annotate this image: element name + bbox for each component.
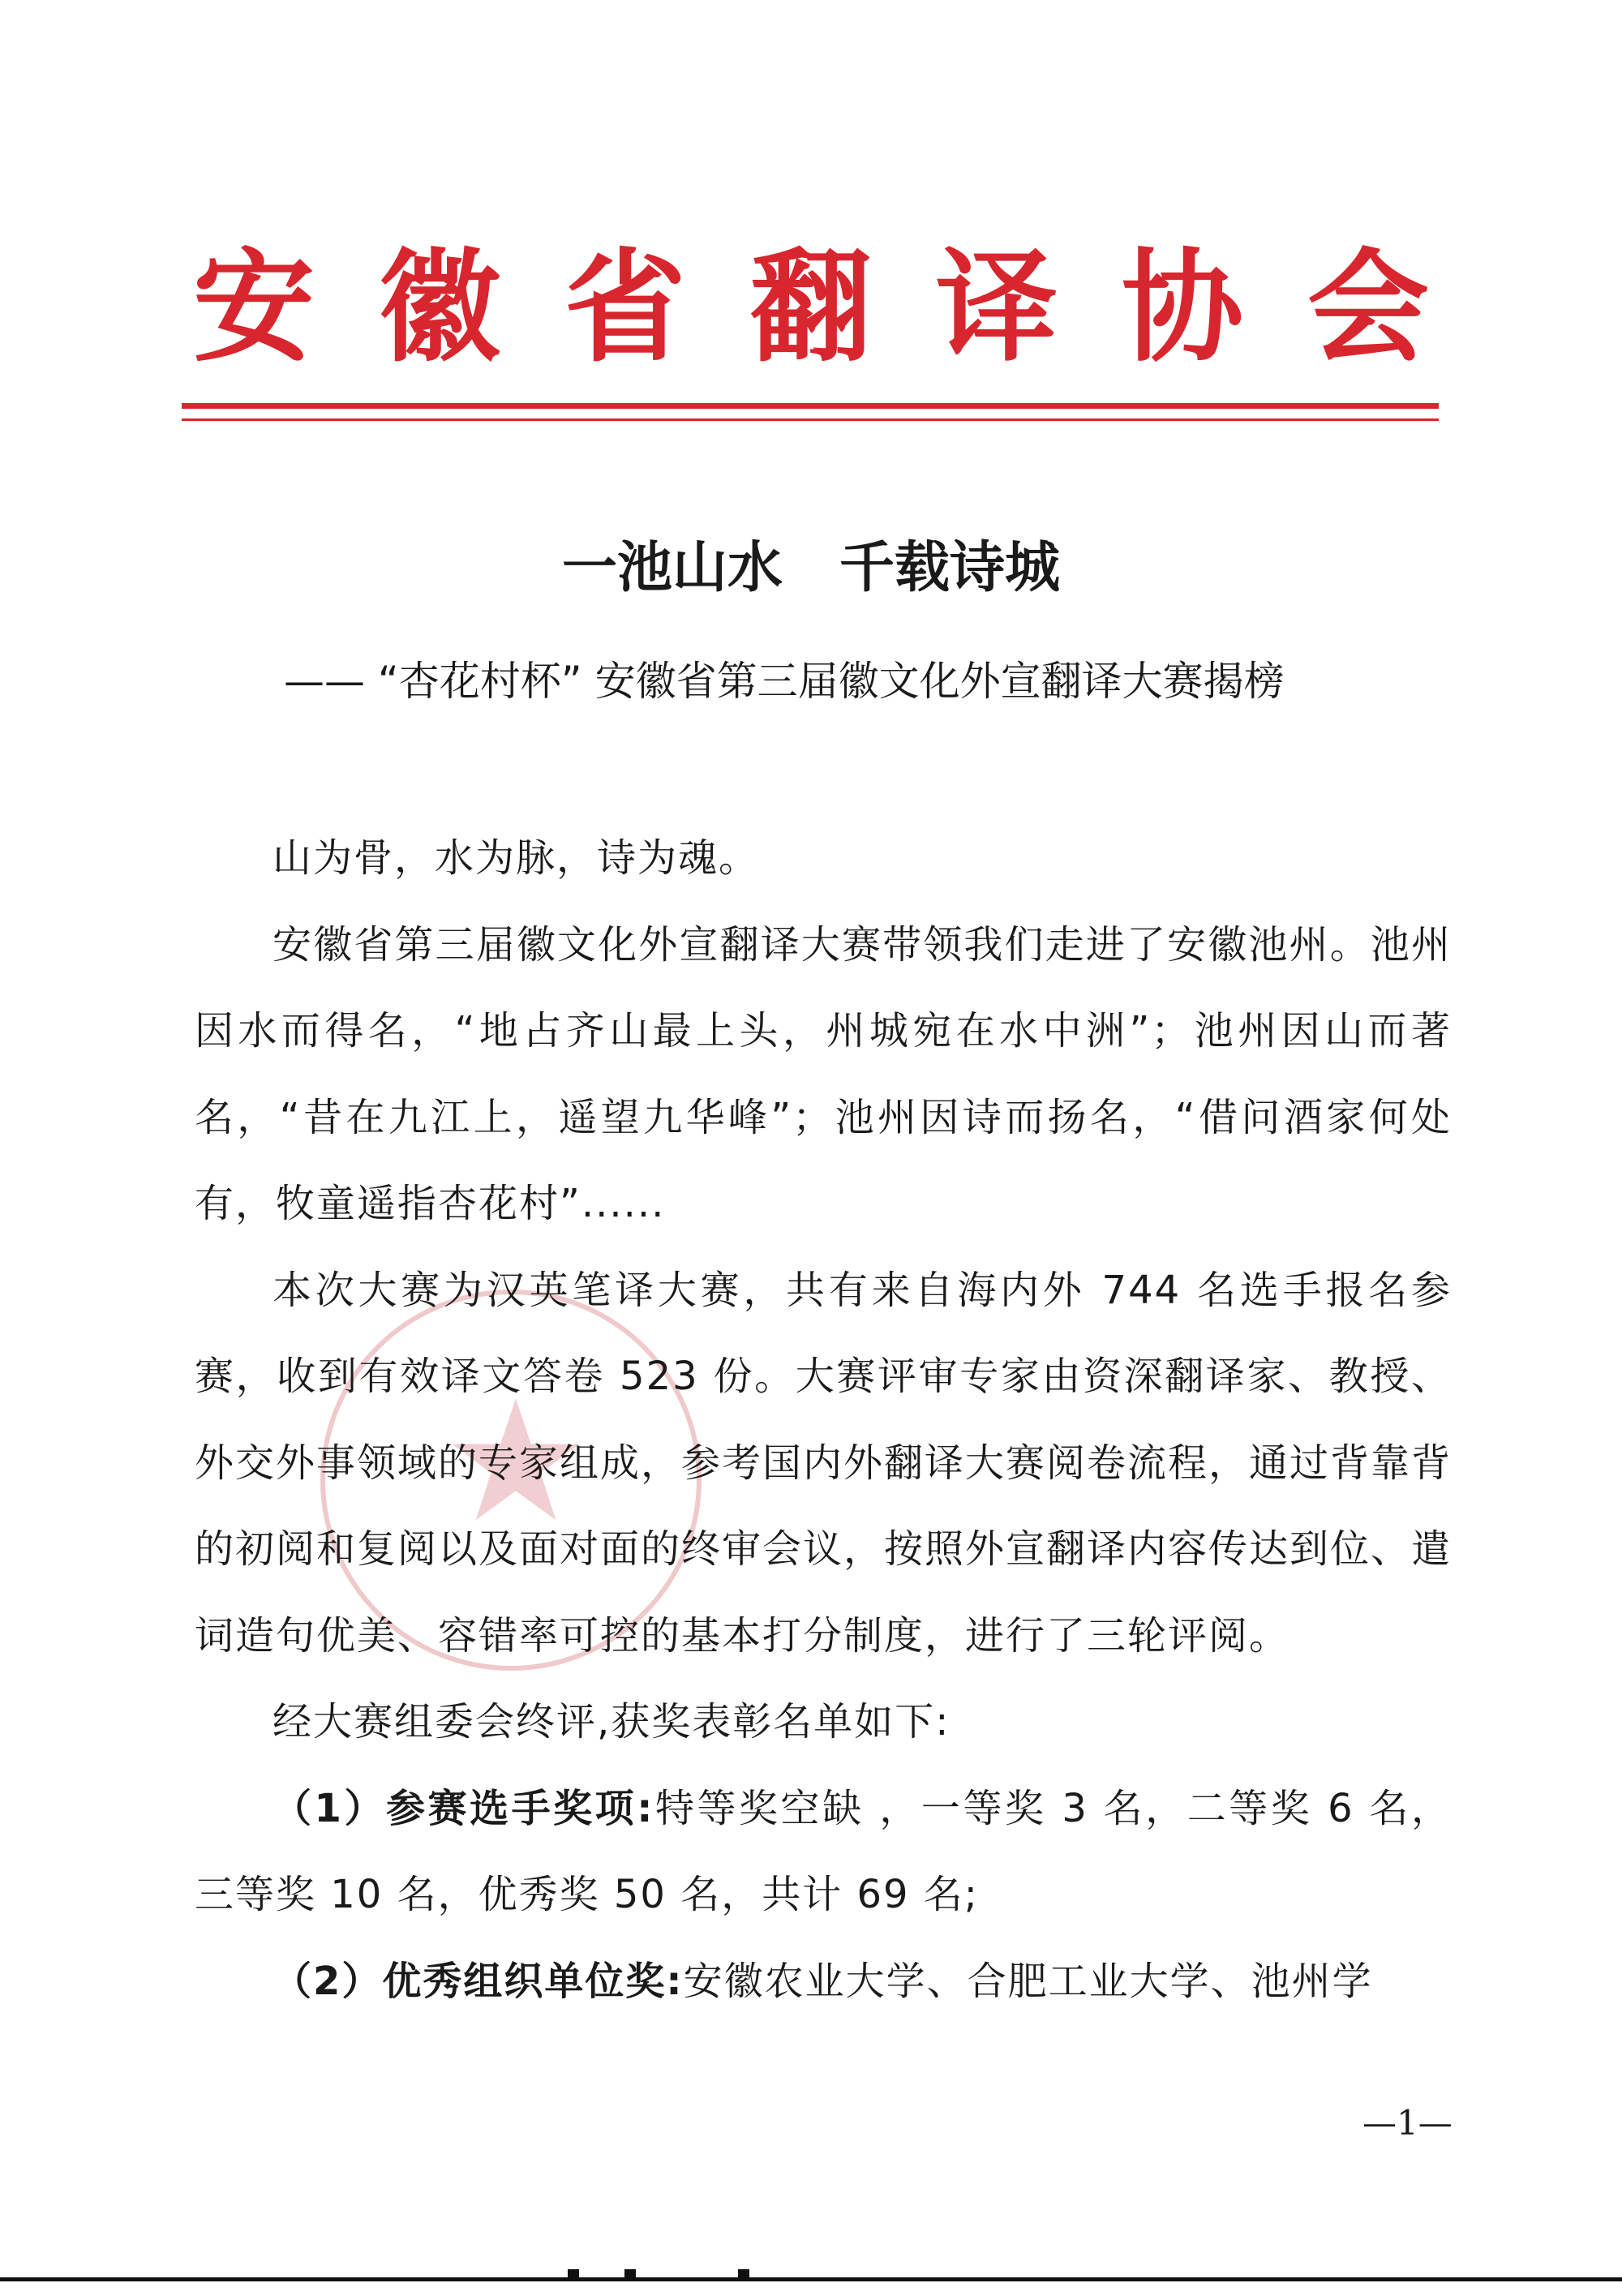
- scan-edge-mark: [738, 2269, 749, 2279]
- title-part-1: 一池山水: [561, 535, 783, 600]
- title-part-2: 千载诗城: [839, 535, 1061, 600]
- letterhead-char: 徽: [378, 238, 500, 379]
- letterhead-title: [185, 238, 1437, 379]
- paragraph: 经大赛组委会终评,获奖表彰名单如下:: [272, 1699, 950, 1745]
- letterhead-char: 翻: [749, 238, 872, 379]
- paragraph: 本次大赛为汉英笔译大赛，共有来自海内外 744 名选手报名参赛，收到有效译文答卷 523 份。大赛评审专家由资深翻译家、教授、外交外事领域的专家组成，参考国内外翻译大赛阅卷流程，通过背靠背的初阅和复阅以及面对面的终审会议，按照外宣翻译内容传达到位、遣词造句优美、容错率可控的基本打分制度，进行了三轮评阅。: [195, 1267, 1453, 1659]
- letterhead-rule-thick: [182, 403, 1439, 409]
- scan-edge-mark: [568, 2269, 579, 2279]
- letterhead-rule-thin: [182, 418, 1439, 421]
- paragraph-award-organizations: [195, 1938, 1452, 2025]
- award-label: （1）参赛选手奖项:: [272, 1785, 654, 1831]
- letterhead-char: 安: [192, 238, 315, 379]
- document-title: [0, 531, 1622, 604]
- award-text: 特等奖空缺 ，一等奖 3 名，二等奖 6 名，三等奖 10 名，优秀奖 50 名，共计 69 名;: [195, 1785, 1452, 1917]
- paragraph: 安徽省第三届徽文化外宣翻译大赛带领我们走进了安徽池州。池州因水而得名，“地占齐山最上头，州城宛在水中洲”；池州因山而著名，“昔在九江上，遥望九华峰”；池州因诗而扬名，“借问酒家何处有，牧童遥指杏花村”......: [195, 921, 1452, 1226]
- document-body: [195, 815, 1452, 2024]
- award-text: 安徽农业大学、合肥工业大学、池州学: [683, 1958, 1373, 2004]
- letterhead-char: 会: [1307, 238, 1429, 379]
- letterhead-char: 省: [564, 238, 686, 379]
- paragraph: 山为骨，水为脉，诗为魂。: [272, 835, 760, 881]
- letterhead-char: 协: [1121, 238, 1243, 379]
- document-subtitle: —— “杏花村杯” 安徽省第三届徽文化外宣翻译大赛揭榜: [284, 658, 1285, 705]
- page-number: —1—: [1362, 2103, 1453, 2143]
- award-label: （2）优秀组织单位奖:: [272, 1958, 684, 2004]
- paragraph-award-contestants: [195, 1766, 1452, 1938]
- scan-bottom-edge: [0, 2277, 1622, 2281]
- scan-edge-mark: [624, 2269, 636, 2279]
- letterhead-char: 译: [935, 238, 1058, 379]
